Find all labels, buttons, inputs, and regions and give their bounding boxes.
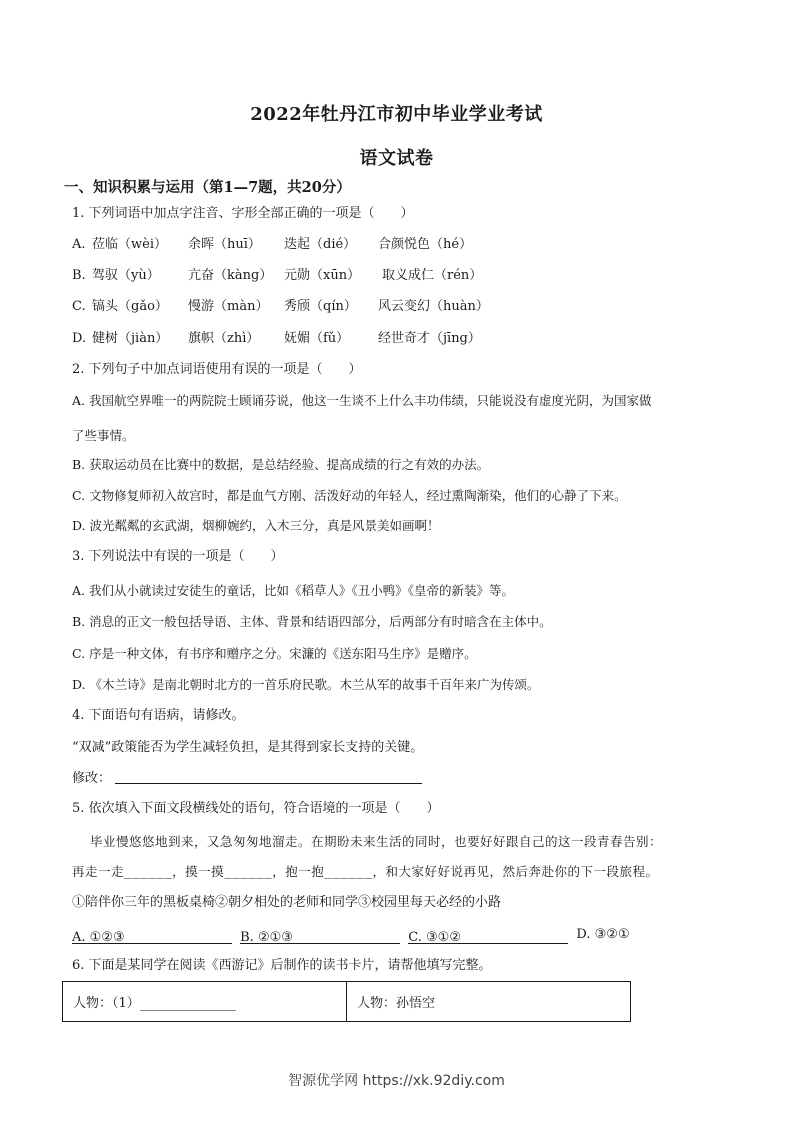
q1-d-item: 旗帜（zhì）: [188, 331, 260, 346]
card-character-label: 人物：（1）: [73, 996, 140, 1011]
q1-c-item: 镐头（gǎo）: [92, 299, 168, 314]
option-label: A.: [72, 237, 86, 252]
exam-title: 2022年牡丹江市初中毕业学业考试: [250, 104, 543, 125]
q3-option-a: A. 我们从小就读过安徒生的童话，比如《稻草人》《丑小鸭》《皇帝的新装》等。: [72, 583, 514, 598]
q1-option-a: [72, 236, 472, 254]
q1-d-item: 妩媚（fǔ）: [284, 331, 350, 346]
q5-option-d: D. ③②①: [576, 927, 630, 942]
q5-options-text: ①陪伴你三年的黑板桌椅②朝夕相处的老师和同学③校园里每天必经的小路: [72, 895, 502, 910]
q1-stem: 1. 下列词语中加点字注音、字形全部正确的一项是（ ）: [72, 206, 414, 221]
q3-stem: 3. 下列说法中有误的一项是（ ）: [72, 549, 284, 564]
q1-a-item: 莅临（wèi）: [92, 237, 167, 252]
q2-option-a-cont: 了些事情。: [72, 428, 135, 443]
option-label: C.: [72, 299, 86, 314]
q5-option-b: B. ②①③: [240, 929, 400, 944]
q1-d-item: 健树（jiàn）: [92, 331, 169, 346]
option-label: D.: [72, 331, 87, 346]
q1-option-c: [72, 298, 489, 316]
q2-option-d: D. 波光粼粼的玄武湖，烟柳婉约，入木三分，真是风景美如画啊！: [72, 518, 440, 533]
q1-c-item: 风云变幻（huàn）: [378, 299, 489, 314]
section-heading: 一、知识积累与运用（第1—7题，共20分）: [64, 179, 351, 196]
q1-d-item: 经世奇才（jīng）: [378, 331, 481, 346]
q5-stem: 5. 依次填入下面文段横线处的语句，符合语境的一项是（ ）: [72, 801, 440, 816]
q4-fix-label: 修改：: [72, 771, 112, 786]
exam-subtitle: 语文试卷: [359, 148, 434, 169]
q1-c-item: 慢游（màn）: [188, 299, 269, 314]
q1-b-item: 取义成仁（rén）: [382, 268, 483, 283]
q4-answer-line[interactable]: [115, 783, 422, 784]
q1-option-d: [72, 330, 481, 348]
q6-stem: 6. 下面是某同学在阅读《西游记》后制作的读书卡片，请帮他填写完整。: [72, 958, 492, 973]
q2-option-b: B. 获取运动员在比赛中的数据，是总结经验、提高成绩的行之有效的办法。: [72, 457, 490, 472]
q5-answers: [72, 926, 630, 944]
card-cell-left: [63, 982, 346, 1021]
q1-option-b: [72, 267, 482, 285]
q1-a-item: 余晖（huī）: [188, 237, 261, 252]
q1-b-item: 元勋（xūn）: [284, 268, 361, 283]
q5-passage-line1: 毕业慢悠悠地到来，又急匆匆地溜走。在期盼未来生活的同时，也要好好跟自己的这一段青春告别：: [90, 834, 663, 849]
q2-option-a: A. 我国航空界唯一的两院院士顾诵芬说，他这一生谈不上什么丰功伟绩，只能说没有虚度光阴，为国家做: [72, 393, 652, 408]
q5-passage-line2: 再走一走______，摸一摸______，抱一抱______，和大家好好说再见，然后奔赴你的下一段旅程。: [72, 864, 659, 879]
reading-card-table: [62, 981, 631, 1022]
card-cell-right: 人物：孙悟空: [346, 982, 630, 1021]
q2-stem: 2. 下列句子中加点词语使用有误的一项是（ ）: [72, 362, 362, 377]
q1-a-item: 迭起（dié）: [284, 237, 357, 252]
q3-option-d: D. 《木兰诗》是南北朝时北方的一首乐府民歌。木兰从军的故事千百年来广为传颂。: [72, 677, 540, 692]
card-answer-blank[interactable]: [140, 996, 236, 1011]
q1-c-item: 秀颀（qín）: [284, 299, 357, 314]
option-label: B.: [72, 268, 86, 283]
q3-option-b: B. 消息的正文一般包括导语、主体、背景和结语四部分，后两部分有时暗含在主体中。: [72, 614, 552, 629]
q1-b-item: 亢奋（kàng）: [188, 268, 273, 283]
q1-b-item: 驾驭（yù）: [92, 268, 160, 283]
q1-a-item: 合颜悦色（hé）: [378, 237, 473, 252]
q4-stem: 4. 下面语句有语病，请修改。: [72, 708, 245, 723]
q5-option-a: A. ①②③: [72, 929, 232, 944]
q2-option-c: C. 文物修复师初入故宫时，都是血气方刚、活泼好动的年轻人，经过熏陶渐染，他们的心静了下来。: [72, 488, 627, 503]
q3-option-c: C. 序是一种文体，有书序和赠序之分。宋濂的《送东阳马生序》是赠序。: [72, 646, 477, 661]
q5-option-c: C. ③①②: [408, 929, 568, 944]
watermark-footer: 智源优学网 https://xk.92diy.com: [288, 1073, 505, 1089]
q4-sentence: “双减”政策能否为学生减轻负担，是其得到家长支持的关键。: [72, 740, 424, 755]
